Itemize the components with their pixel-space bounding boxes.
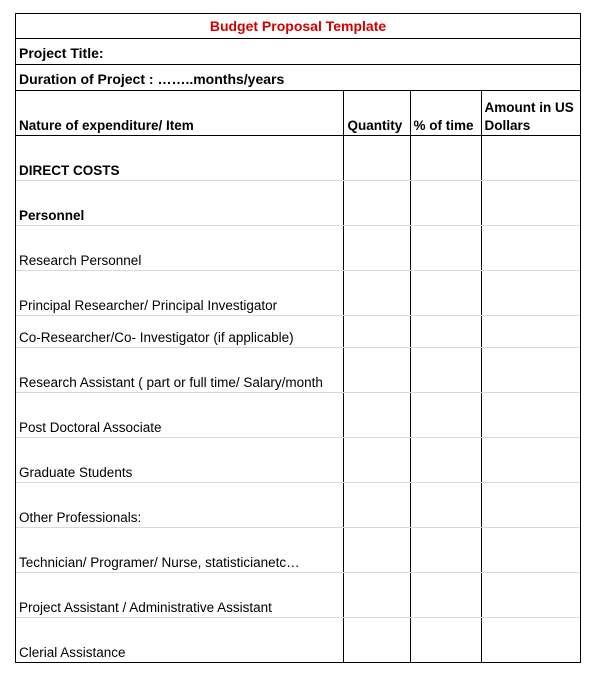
percent-time-cell[interactable] xyxy=(410,483,481,528)
quantity-cell[interactable] xyxy=(343,271,410,316)
row-item-label: Graduate Students xyxy=(16,438,343,483)
percent-time-cell[interactable] xyxy=(410,573,481,618)
quantity-cell[interactable] xyxy=(343,438,410,483)
table-row xyxy=(16,316,580,348)
quantity-cell[interactable] xyxy=(343,393,410,438)
amount-cell[interactable] xyxy=(481,136,580,181)
header-item: Nature of expenditure/ Item xyxy=(16,91,343,136)
row-item-label: Technician/ Programer/ Nurse, statisticianetc… xyxy=(16,528,343,573)
quantity-cell[interactable] xyxy=(343,136,410,181)
percent-time-cell[interactable] xyxy=(410,226,481,271)
row-item-label: Clerial Assistance xyxy=(16,618,343,663)
amount-cell[interactable] xyxy=(481,393,580,438)
table-row xyxy=(16,393,580,438)
row-item-label: Project Assistant / Administrative Assistant xyxy=(16,573,343,618)
table-row xyxy=(16,136,580,181)
quantity-cell[interactable] xyxy=(343,573,410,618)
quantity-cell[interactable] xyxy=(343,483,410,528)
budget-table xyxy=(16,91,580,662)
table-row xyxy=(16,181,580,226)
table-row xyxy=(16,618,580,663)
percent-time-cell[interactable] xyxy=(410,438,481,483)
quantity-cell[interactable] xyxy=(343,528,410,573)
table-row xyxy=(16,483,580,528)
percent-time-cell[interactable] xyxy=(410,316,481,348)
row-item-label: Co-Researcher/Co- Investigator (if applicable) xyxy=(16,316,343,348)
header-amount: Amount in US Dollars xyxy=(481,91,580,136)
amount-cell[interactable] xyxy=(481,573,580,618)
percent-time-cell[interactable] xyxy=(410,136,481,181)
percent-time-cell[interactable] xyxy=(410,348,481,393)
percent-time-cell[interactable] xyxy=(410,181,481,226)
row-item-label: Personnel xyxy=(16,181,343,226)
percent-time-cell[interactable] xyxy=(410,271,481,316)
percent-time-cell[interactable] xyxy=(410,618,481,663)
amount-cell[interactable] xyxy=(481,181,580,226)
amount-cell[interactable] xyxy=(481,316,580,348)
project-title-field[interactable]: Project Title: xyxy=(16,39,580,65)
row-item-label: Research Assistant ( part or full time/ Salary/month xyxy=(16,348,343,393)
table-row xyxy=(16,348,580,393)
row-item-label: Research Personnel xyxy=(16,226,343,271)
amount-cell[interactable] xyxy=(481,348,580,393)
row-item-label: Principal Researcher/ Principal Investigator xyxy=(16,271,343,316)
amount-cell[interactable] xyxy=(481,438,580,483)
budget-proposal-sheet xyxy=(15,13,581,663)
quantity-cell[interactable] xyxy=(343,316,410,348)
quantity-cell[interactable] xyxy=(343,618,410,663)
row-item-label: Post Doctoral Associate xyxy=(16,393,343,438)
header-percent-time: % of time xyxy=(410,91,481,136)
quantity-cell[interactable] xyxy=(343,348,410,393)
budget-rows xyxy=(16,136,580,663)
table-row xyxy=(16,271,580,316)
amount-cell[interactable] xyxy=(481,618,580,663)
amount-cell[interactable] xyxy=(481,226,580,271)
quantity-cell[interactable] xyxy=(343,181,410,226)
row-item-label: DIRECT COSTS xyxy=(16,136,343,181)
project-duration-field[interactable]: Duration of Project : ……..months/years xyxy=(16,65,580,91)
table-row xyxy=(16,528,580,573)
header-quantity: Quantity xyxy=(343,91,410,136)
percent-time-cell[interactable] xyxy=(410,393,481,438)
amount-cell[interactable] xyxy=(481,528,580,573)
table-row xyxy=(16,226,580,271)
header-row xyxy=(16,91,580,136)
table-row xyxy=(16,438,580,483)
amount-cell[interactable] xyxy=(481,271,580,316)
row-item-label: Other Professionals: xyxy=(16,483,343,528)
amount-cell[interactable] xyxy=(481,483,580,528)
percent-time-cell[interactable] xyxy=(410,528,481,573)
table-row xyxy=(16,573,580,618)
quantity-cell[interactable] xyxy=(343,226,410,271)
document-title: Budget Proposal Template xyxy=(16,14,580,39)
